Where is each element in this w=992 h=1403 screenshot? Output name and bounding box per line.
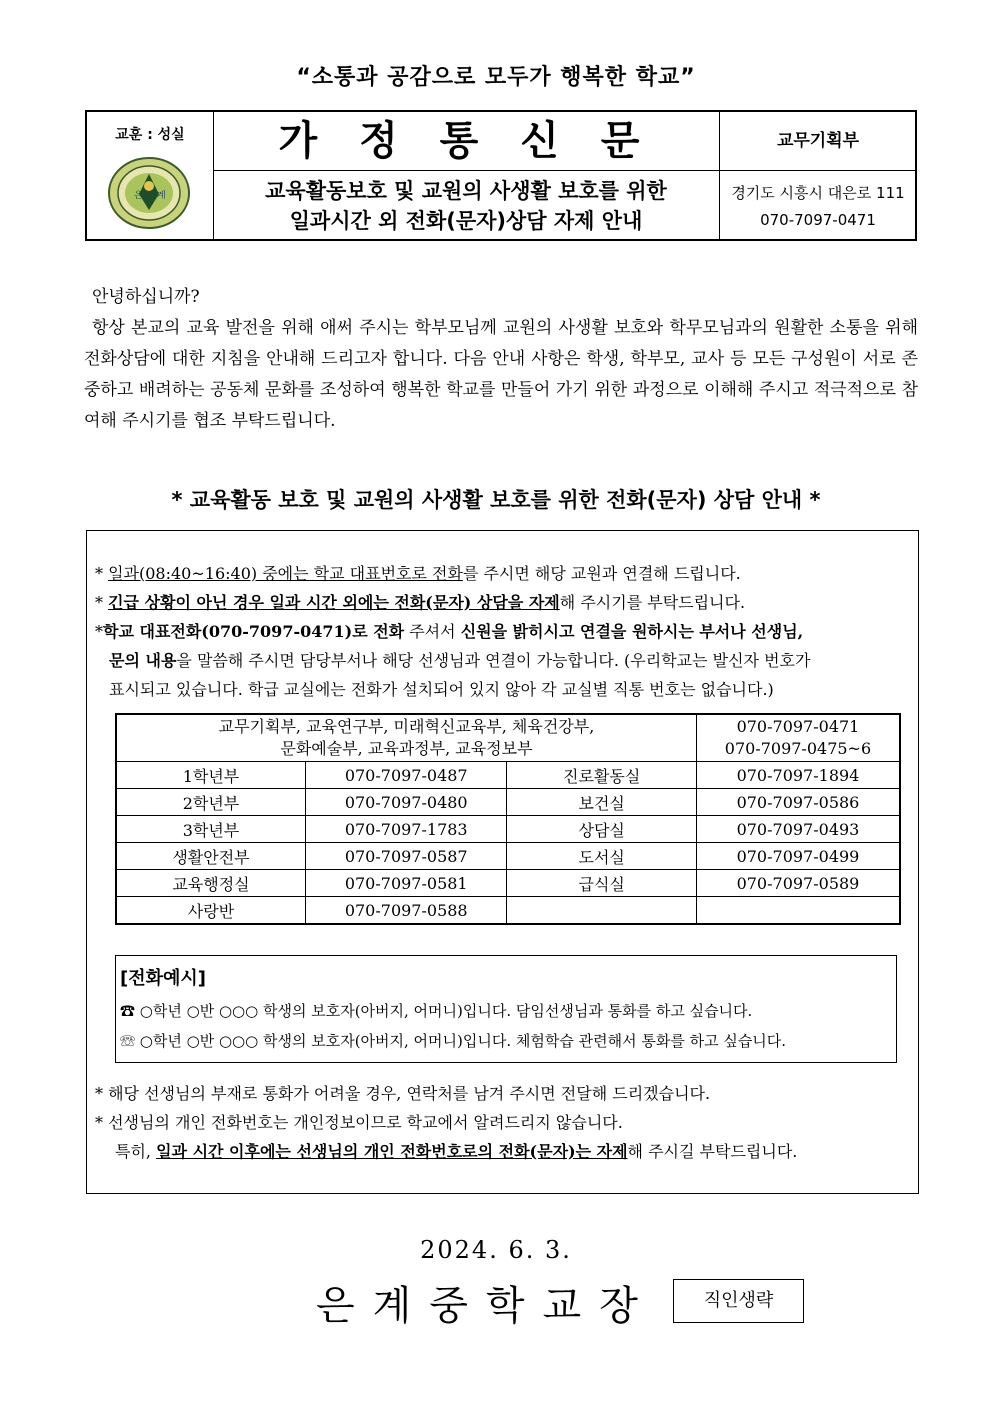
note-1-emphasis: 일과(08:40~16:40) 중에는 학교 대표번호로 전화 <box>108 564 463 583</box>
newsletter-header <box>85 110 917 241</box>
footer-note-3 <box>95 1137 911 1166</box>
seal-omitted-box: 직인생략 <box>673 1279 804 1323</box>
footer-note-3-lead: 특히, <box>115 1142 157 1161</box>
dept-name: 3학년부 <box>116 816 305 843</box>
intro-body: 항상 본교의 교육 발전을 위해 애써 주시는 학부모님께 교원의 사생활 보호와 학무모님과의 원활한 소통을 위해 전화상담에 대한 지침을 안내해 드리고자 합니다. 다음 안내 사항은 학생, 학부모, 교사 등 모든 구성원이 서로 존중하고 배려하는 공동체 문화를 조성하여 행복한 학교를 만들어 가기 위한 과정으로 이해해 주시고 적극적으로 참여해 주시기를 협조 부탁드립니다. <box>84 318 918 431</box>
dept-name: 급식실 <box>507 870 696 897</box>
dept-name: 도서실 <box>507 843 696 870</box>
dept-name: 2학년부 <box>116 789 305 816</box>
dept-phone: 070-7097-1783 <box>305 816 507 843</box>
footer-note-3-rest: 해 주시길 부탁드립니다. <box>627 1142 798 1161</box>
main-phone-cell <box>696 714 900 762</box>
school-phone: 070-7097-0471 <box>760 211 876 229</box>
dept-name: 생활안전부 <box>116 843 305 870</box>
issue-date: 2024. 6. 3. <box>420 1236 572 1264</box>
footer-note-1: * 해당 선생님의 부재로 통화가 어려울 경우, 연락처를 남겨 주시면 전달해 드리겠습니다. <box>95 1084 711 1103</box>
note-3-cont-2: 표시되고 있습니다. 학급 교실에는 전화가 설치되어 있지 않아 각 교실별 직통 번호는 없습니다.) <box>109 680 774 699</box>
emblem-text-left: 은 <box>134 191 143 201</box>
dept-phone: 070-7097-0480 <box>305 789 507 816</box>
note-3-plain-a: 주셔서 <box>404 622 461 641</box>
header-right-cell <box>719 112 916 239</box>
footer-note-3-emphasis: 일과 시간 이후에는 선생님의 개인 전화번호로의 전화(문자)는 자제 <box>156 1142 628 1161</box>
newsletter-subtitle <box>213 171 719 239</box>
dept-name: 보건실 <box>507 789 696 816</box>
call-example-line-2: ☏ ○학년 ○반 ○○○ 학생의 보호자(아버지, 어머니)입니다. 체험학습 관련해서 통화를 하고 싶습니다. <box>120 1032 787 1050</box>
table-row <box>116 870 900 897</box>
subtitle-line-1: 교육활동보호 및 교원의 사생활 보호를 위한 <box>265 179 667 203</box>
dept-phone: 070-7097-0589 <box>696 870 900 897</box>
dept-name: 1학년부 <box>116 762 305 789</box>
dept-phone <box>696 897 900 925</box>
newsletter-title: 가 정 통 신 문 <box>213 112 719 171</box>
table-row <box>116 714 900 762</box>
table-row <box>116 816 900 843</box>
greeting: 안녕하십니까? <box>92 287 200 307</box>
table-row <box>116 789 900 816</box>
note-3-plain-b: 을 말씀해 주시면 담당부서나 해당 선생님과 연결이 가능합니다. (우리학교는 발신자 번호가 <box>176 651 811 670</box>
main-departments-line-2: 문화예술부, 교육과정부, 교육정보부 <box>280 739 533 758</box>
intro-text <box>84 282 918 437</box>
call-example-line-1: ☎ ○학년 ○반 ○○○ 학생의 보호자(아버지, 어머니)입니다. 담임선생님과 통화를 하고 싶습니다. <box>120 1002 753 1020</box>
table-row <box>116 762 900 789</box>
dept-name: 교육행정실 <box>116 870 305 897</box>
dept-phone: 070-7097-0499 <box>696 843 900 870</box>
main-departments-cell <box>116 714 696 762</box>
emblem-text-right: 계 <box>157 191 166 201</box>
school-motto: 교훈 : 성실 <box>115 127 185 143</box>
header-left-cell <box>87 112 214 239</box>
main-departments-line-1: 교무기획부, 교육연구부, 미래혁신교육부, 체육건강부, <box>218 717 595 736</box>
note-2: * 긴급 상황이 아닌 경우 일과 시간 외에는 전화(문자) 상담을 자제해 주시기를 부탁드립니다. <box>95 593 746 612</box>
school-address: 경기도 시흥시 대은로 111 <box>731 184 905 202</box>
dept-phone: 070-7097-0493 <box>696 816 900 843</box>
phone-directory-table <box>115 713 901 925</box>
note-2-emphasis: 긴급 상황이 아닌 경우 일과 시간 외에는 전화(문자) 상담을 자제 <box>108 593 560 612</box>
note-1: * 일과(08:40~16:40) 중에는 학교 대표번호로 전화를 주시면 해당 교원과 연결해 드립니다. <box>95 564 741 583</box>
dept-phone: 070-7097-0588 <box>305 897 507 925</box>
school-slogan: “소통과 공감으로 모두가 행복한 학교” <box>296 65 696 90</box>
dept-name: 상담실 <box>507 816 696 843</box>
principal-signature: 은계중학교장 <box>316 1283 656 1329</box>
dept-name: 사랑반 <box>116 897 305 925</box>
note-2-rest: 해 주시기를 부탁드립니다. <box>559 593 746 612</box>
subtitle-line-2: 일과시간 외 전화(문자)상담 자제 안내 <box>289 209 643 233</box>
note-1-rest: 를 주시면 해당 교원과 연결해 드립니다. <box>462 564 741 583</box>
dept-name <box>507 897 696 925</box>
note-3-bold-b: 신원을 밝히시고 연결을 원하시는 부서나 선생님, <box>460 622 804 641</box>
dept-phone: 070-7097-0587 <box>305 843 507 870</box>
guide-box <box>86 530 919 1194</box>
footer-notes <box>95 1079 911 1166</box>
note-3-cont <box>95 646 907 675</box>
note-3-bold-c: 문의 내용 <box>109 651 177 670</box>
school-emblem-icon <box>107 156 191 230</box>
department-name: 교무기획부 <box>720 112 916 171</box>
section-title: * 교육활동 보호 및 교원의 사생활 보호를 위한 전화(문자) 상담 안내 * <box>171 488 821 512</box>
dept-phone: 070-7097-1894 <box>696 762 900 789</box>
footer-note-2: * 선생님의 개인 전화번호는 개인정보이므로 학교에서 알려드리지 않습니다. <box>95 1113 623 1132</box>
main-phone-line-2: 070-7097-0475~6 <box>724 739 872 758</box>
dept-name: 진로활동실 <box>507 762 696 789</box>
table-row <box>116 843 900 870</box>
table-row <box>116 897 900 925</box>
call-example-box <box>115 955 897 1063</box>
dept-phone: 070-7097-0586 <box>696 789 900 816</box>
note-3: *학교 대표전화(070-7097-0471)로 전화 주셔서 신원을 밝히시고 연결을 원하시는 부서나 선생님, <box>95 622 804 641</box>
dept-phone: 070-7097-0487 <box>305 762 507 789</box>
call-example-title: [전화예시] <box>120 968 207 989</box>
school-contact <box>720 180 916 234</box>
dept-phone: 070-7097-0581 <box>305 870 507 897</box>
main-phone-line-1: 070-7097-0471 <box>736 717 860 736</box>
note-3-bold-a: 학교 대표전화(070-7097-0471)로 전화 <box>103 622 405 641</box>
guide-notes <box>95 559 907 704</box>
